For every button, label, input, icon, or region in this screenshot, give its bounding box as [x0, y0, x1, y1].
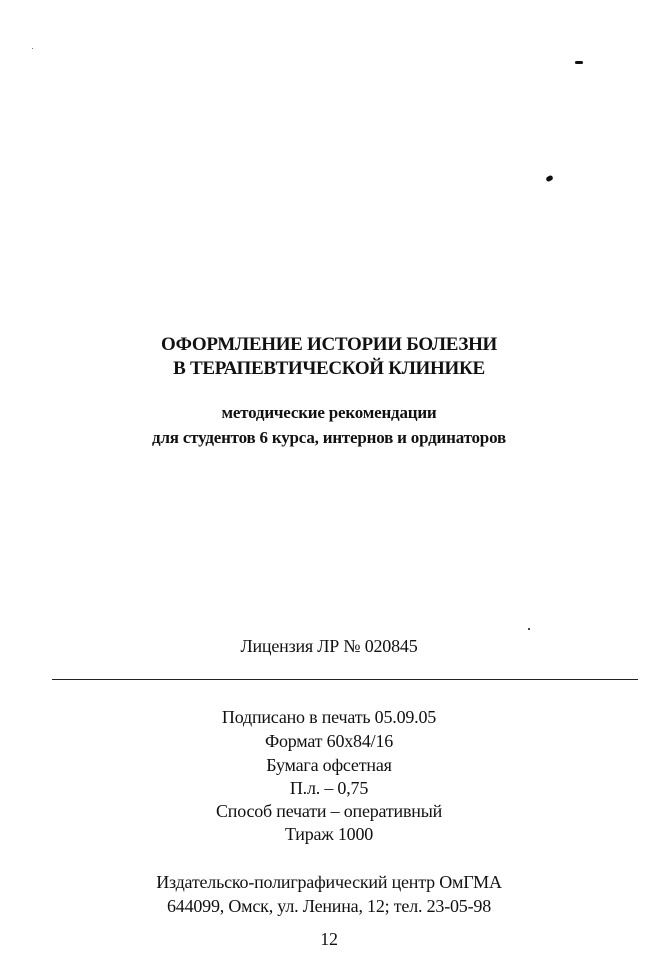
document-title-line-1: ОФОРМЛЕНИЕ ИСТОРИИ БОЛЕЗНИ [160, 334, 498, 355]
publisher-address: 644099, Омск, ул. Ленина, 12; тел. 23-05-98 [166, 896, 491, 916]
horizontal-divider [52, 679, 638, 680]
imprint-paper: Бумага офсетная [266, 755, 392, 775]
document-subtitle-line-2: для студентов 6 курса, интернов и ординаторов [152, 428, 506, 447]
publisher-name: Издательско-полиграфический центр ОмГМА [156, 872, 502, 892]
page-number: 12 [320, 929, 338, 949]
scan-speck [575, 61, 583, 64]
document-title-line-2: В ТЕРАПЕВТИЧЕСКОЙ КЛИНИКЕ [173, 358, 485, 379]
scan-speck [545, 175, 554, 183]
imprint-signed: Подписано в печать 05.09.05 [221, 707, 437, 727]
imprint-printing-method: Способ печати – оперативный [215, 801, 443, 821]
scan-speck [528, 628, 530, 630]
scan-speck [32, 48, 33, 49]
imprint-sheets: П.л. – 0,75 [289, 778, 369, 798]
document-subtitle-line-1: методические рекомендации [221, 403, 437, 422]
license-number: Лицензия ЛР № 020845 [240, 636, 418, 656]
imprint-format: Формат 60х84/16 [264, 731, 394, 751]
imprint-circulation: Тираж 1000 [284, 824, 374, 844]
